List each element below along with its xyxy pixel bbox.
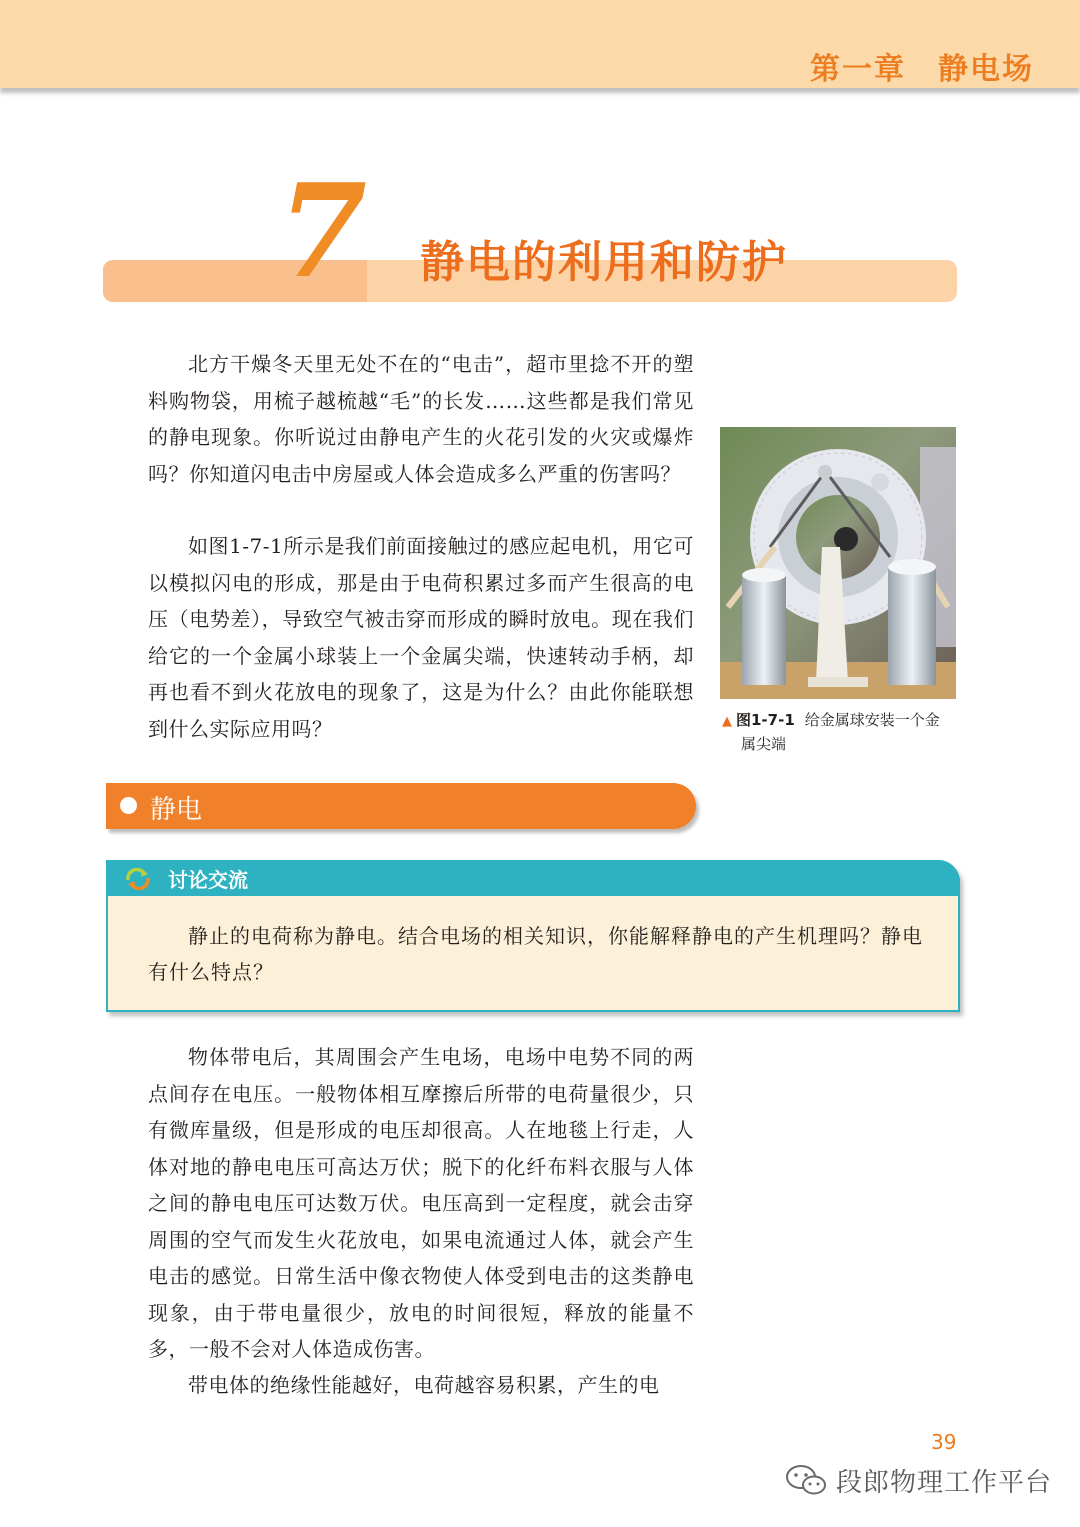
chapter-title: 第一章 静电场 (810, 52, 1034, 87)
bullet-dot-icon (120, 797, 137, 814)
section-title: 静电的利用和防护 (420, 237, 788, 288)
discussion-title: 讨论交流 (168, 868, 248, 892)
figure-caption (722, 709, 962, 755)
figure-caption-line-1: 给金属球安装一个金 (804, 711, 940, 729)
watermark-text: 段郎物理工作平台 (836, 1468, 1053, 1498)
discussion-exchange-icon (124, 866, 152, 892)
wechat-logo-icon (784, 1464, 828, 1496)
subsection-title: 静电 (150, 795, 203, 825)
body-paragraph-2: 带电体的绝缘性能越好，电荷越容易积累，产生的电 (188, 1373, 660, 1397)
triangle-marker-icon: ▲ (722, 714, 732, 729)
discussion-text: 静止的电荷称为静电。结合电场的相关知识，你能解释静电的产生机理吗？静电有什么特点？ (148, 924, 923, 984)
induction-machine-photo (720, 427, 956, 699)
figure-label: 图1-7-1 (736, 711, 795, 729)
intro-paragraph-2: 如图1-7-1所示是我们前面接触过的感应起电机，用它可以模拟闪电的形成，那是由于电荷积累过多而产生很高的电压（电势差），导致空气被击穿而形成的瞬时放电。现在我们给它的一个金属小球装上一个金属尖端，快速转动手柄，却再也看不到火花放电的现象了，这是为什么？由此你能联想到什么实际应用吗？ (148, 534, 694, 741)
body-paragraph-1: 物体带电后，其周围会产生电场，电场中电势不同的两点间存在电压。一般物体相互摩擦后所带的电荷量很少，只有微库量级，但是形成的电压却很高。人在地毯上行走，人体对地的静电电压可高达万伏；脱下的化纤布料衣服与人体之间的静电电压可达数万伏。电压高到一定程度，就会击穿周围的空气而发生火花放电，如果电流通过人体，就会产生电击的感觉。日常生活中像衣物使人体受到电击的这类静电现象，由于带电量很少，放电的时间很短，释放的能量不多，一般不会对人体造成伤害。 (148, 1045, 694, 1361)
intro-paragraph-1: 北方干燥冬天里无处不在的“电击”，超市里捻不开的塑料购物袋，用梳子越梳越“毛”的长发……这些都是我们常见的静电现象。你听说过由静电产生的火花引发的火灾或爆炸吗？你知道闪电击中房屋或人体会造成多么严重的伤害吗？ (148, 352, 694, 486)
section-number: 7 (278, 157, 368, 307)
page-number: 39 (931, 1430, 957, 1454)
figure-caption-line-2: 属尖端 (741, 735, 787, 753)
